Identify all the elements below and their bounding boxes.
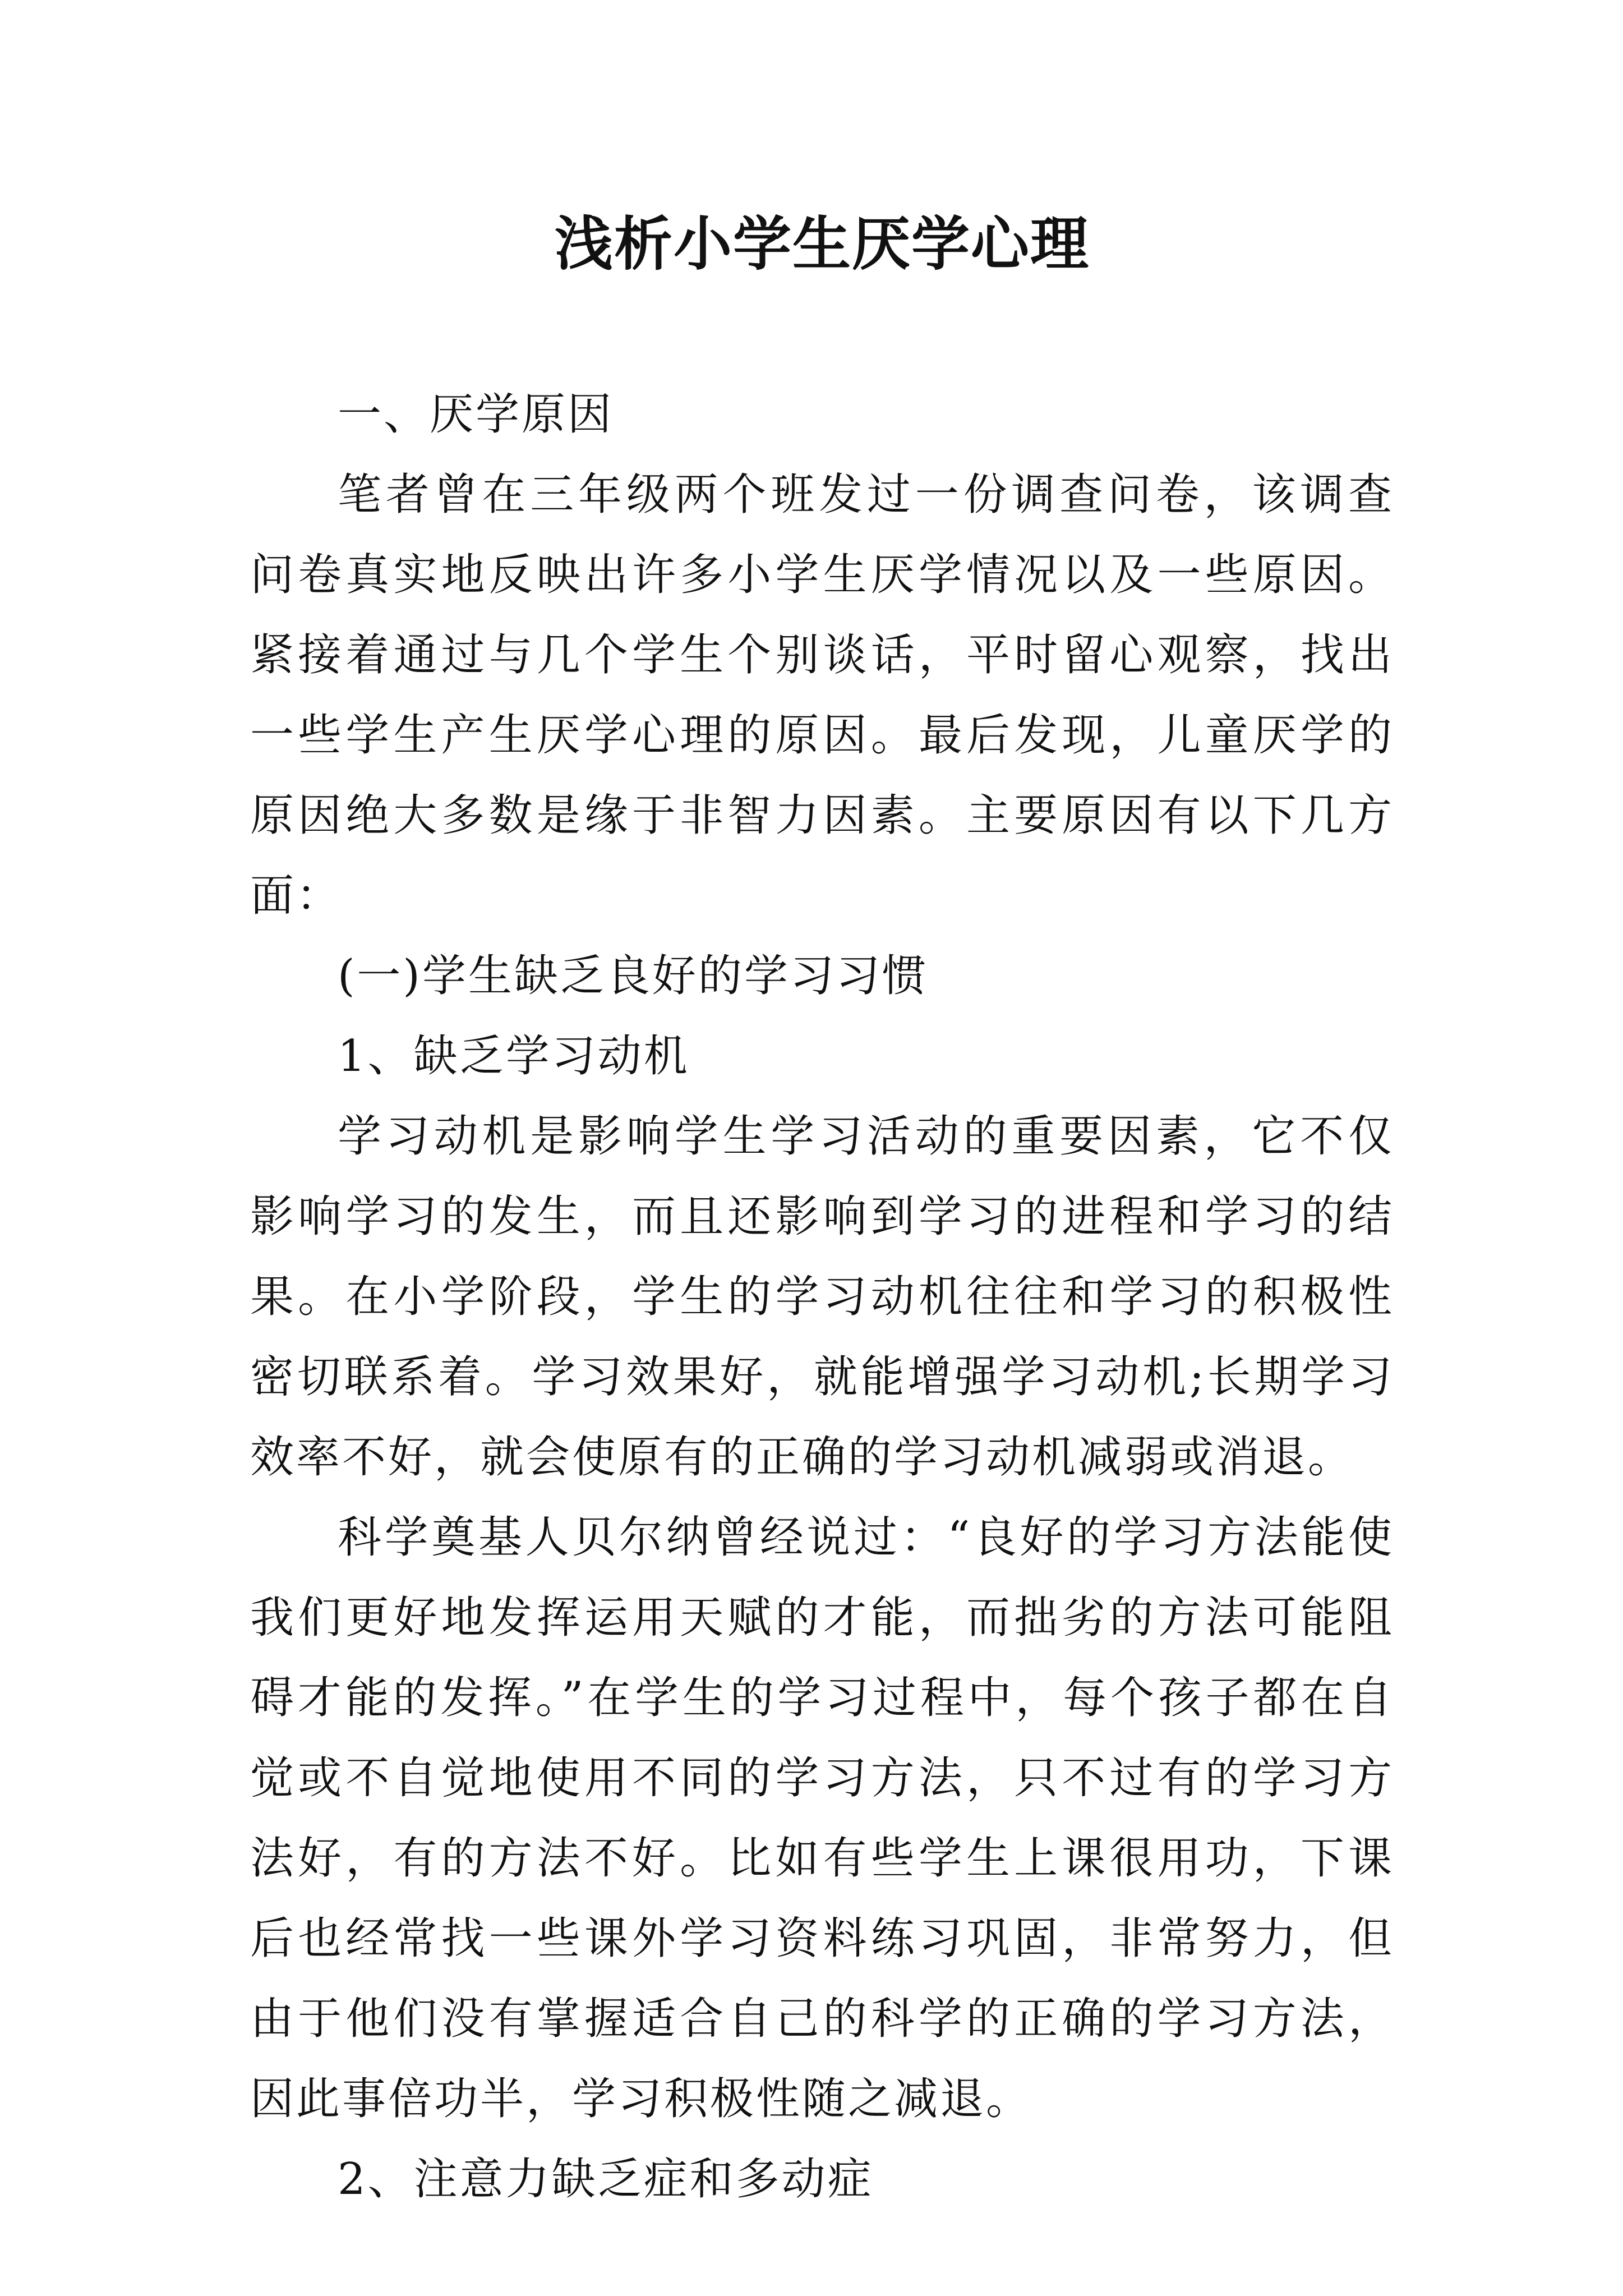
section-heading-reasons: 一、厌学原因 bbox=[338, 389, 614, 440]
paragraph-bernal-quote: 科学奠基人贝尔纳曾经说过：“良好的学习方法能使我们更好地发挥运用天赋的才能，而拙劣的方法可能阻碍才能的发挥。”在学生的学习过程中，每个孩子都在自觉或不自觉地使用不同的学习方法，只不过有的学习方法好，有的方法不好。比如有些学生上课很用功，下课后也经常找一些课外学习资料练习巩固，非常努力，但由于他们没有掌握适合自己的科学的正确的学习方法，因此事倍功半，学习积极性随之减退。 bbox=[250, 1512, 1394, 2124]
subsection-heading-habits: (一)学生缺乏良好的学习习惯 bbox=[338, 951, 928, 1001]
document-page bbox=[250, 0, 1394, 2296]
item-heading-attention: 2、注意力缺乏症和多动症 bbox=[338, 2154, 874, 2205]
document-body bbox=[250, 375, 1394, 2220]
paragraph-motivation: 学习动机是影响学生学习活动的重要因素，它不仅影响学习的发生，而且还影响到学习的进程和学习的结果。在小学阶段，学生的学习动机往往和学习的积极性密切联系着。学习效果好，就能增强学习动机;长期学习效率不好，就会使原有的正确的学习动机减弱或消退。 bbox=[250, 1111, 1394, 1483]
document-title: 浅析小学生厌学心理 bbox=[554, 209, 1090, 278]
item-heading-motivation: 1、缺乏学习动机 bbox=[338, 1031, 690, 1082]
paragraph-survey: 笔者曾在三年级两个班发过一份调查问卷，该调查问卷真实地反映出许多小学生厌学情况以及一些原因。紧接着通过与几个学生个别谈话，平时留心观察，找出一些学生产生厌学心理的原因。最后发现，儿童厌学的原因绝大多数是缘于非智力因素。主要原因有以下几方面： bbox=[250, 470, 1394, 921]
